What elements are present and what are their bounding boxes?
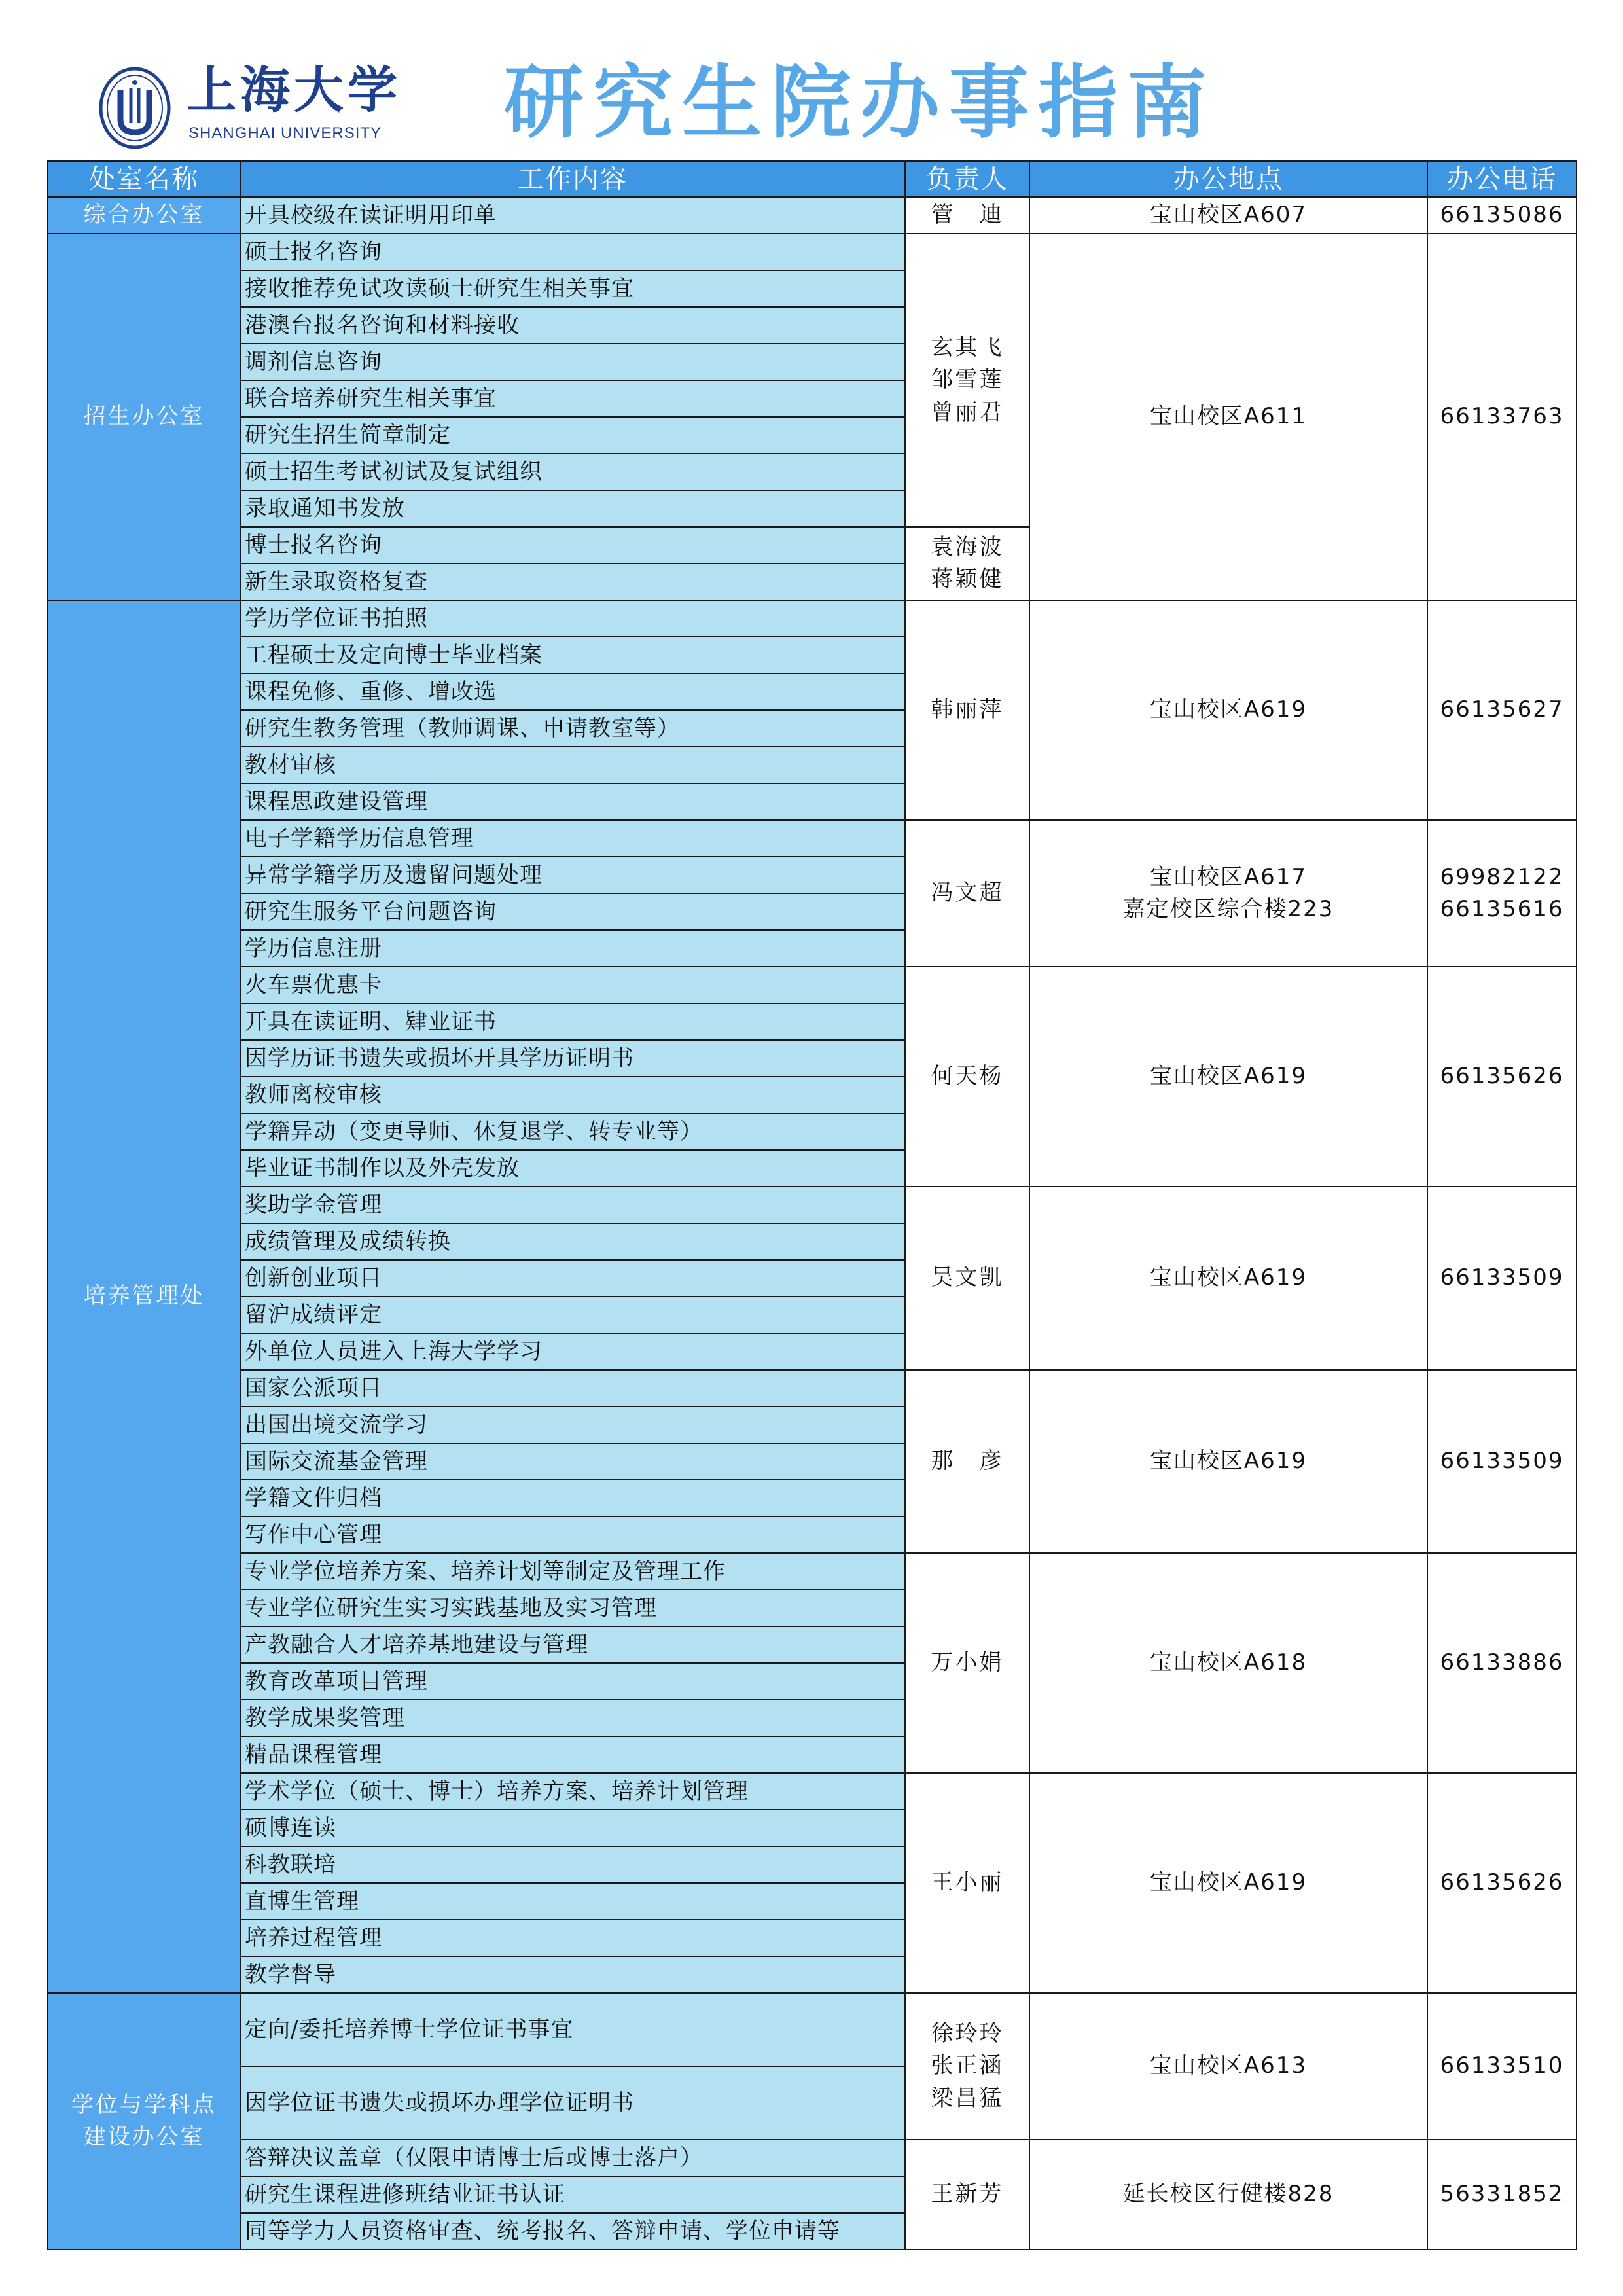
- responsible-person: 吴文凯: [905, 1187, 1029, 1370]
- responsible-person: 何天杨: [905, 967, 1029, 1187]
- office-location: 宝山校区A613: [1029, 1993, 1427, 2140]
- task-item: 硕士报名咨询: [240, 234, 905, 270]
- task-item: 创新创业项目: [240, 1260, 905, 1297]
- task-item: 精品课程管理: [240, 1736, 905, 1773]
- column-header-location: 办公地点: [1029, 161, 1427, 197]
- task-item: 留沪成绩评定: [240, 1297, 905, 1333]
- task-item: 硕博连读: [240, 1810, 905, 1846]
- task-item: 教材审核: [240, 747, 905, 783]
- task-item: 写作中心管理: [240, 1516, 905, 1553]
- task-item: 答辩决议盖章（仅限申请博士后或博士落户）: [240, 2140, 905, 2176]
- task-item: 火车票优惠卡: [240, 967, 905, 1003]
- task-item: 工程硕士及定向博士毕业档案: [240, 637, 905, 673]
- department-name: 综合办公室: [48, 197, 240, 234]
- task-item: 港澳台报名咨询和材料接收: [240, 307, 905, 344]
- task-item: 教学督导: [240, 1956, 905, 1993]
- task-item: 奖助学金管理: [240, 1187, 905, 1223]
- task-item: 研究生招生简章制定: [240, 417, 905, 454]
- office-location: 宝山校区A619: [1029, 1773, 1427, 1993]
- office-phone: 66135627: [1427, 600, 1577, 820]
- table-row: [48, 234, 1577, 270]
- task-item: 电子学籍学历信息管理: [240, 820, 905, 857]
- table-row: [48, 1187, 1577, 1223]
- task-item: 博士报名咨询: [240, 527, 905, 564]
- responsible-person: 冯文超: [905, 820, 1029, 967]
- task-item: 教育改革项目管理: [240, 1663, 905, 1700]
- task-item: 出国出境交流学习: [240, 1407, 905, 1443]
- task-item: 接收推荐免试攻读硕士研究生相关事宜: [240, 270, 905, 307]
- column-header-department: 处室名称: [48, 161, 240, 197]
- office-phone: 56331852: [1427, 2140, 1577, 2250]
- responsible-person: 管 迪: [905, 197, 1029, 234]
- column-header-work: 工作内容: [240, 161, 905, 197]
- office-phone: 66135626: [1427, 1773, 1577, 1993]
- office-location: 宝山校区A611: [1029, 234, 1427, 600]
- office-phone: 66133763: [1427, 234, 1577, 600]
- table-row: [48, 600, 1577, 637]
- task-item: 培养过程管理: [240, 1920, 905, 1956]
- task-item: 外单位人员进入上海大学学习: [240, 1333, 905, 1370]
- task-item: 课程免修、重修、增改选: [240, 673, 905, 710]
- task-item: 开具在读证明、肄业证书: [240, 1003, 905, 1040]
- office-phone: 69982122 66135616: [1427, 820, 1577, 967]
- task-item: 成绩管理及成绩转换: [240, 1223, 905, 1260]
- office-guide-table: [47, 160, 1577, 2250]
- table-row: [48, 1370, 1577, 1407]
- office-location: 宝山校区A619: [1029, 600, 1427, 820]
- university-name-cn: 上海大学: [187, 61, 401, 119]
- department-name: 培养管理处: [48, 600, 240, 1993]
- office-location: 宝山校区A619: [1029, 1187, 1427, 1370]
- task-item: 研究生服务平台问题咨询: [240, 893, 905, 930]
- department-name: 招生办公室: [48, 234, 240, 600]
- task-item: 产教融合人才培养基地建设与管理: [240, 1626, 905, 1663]
- responsible-person: 韩丽萍: [905, 600, 1029, 820]
- responsible-person: 徐玲玲 张正涵 梁昌猛: [905, 1993, 1029, 2140]
- task-item: 因学历证书遗失或损坏开具学历证明书: [240, 1040, 905, 1077]
- office-phone: 66133510: [1427, 1993, 1577, 2140]
- table-row: [48, 1773, 1577, 1810]
- table-row: [48, 1553, 1577, 1590]
- task-item: 学历信息注册: [240, 930, 905, 967]
- task-item: 专业学位培养方案、培养计划等制定及管理工作: [240, 1553, 905, 1590]
- page-title: 研究生院办事指南: [504, 55, 1216, 149]
- task-item: 研究生教务管理（教师调课、申请教室等）: [240, 710, 905, 747]
- task-item: 课程思政建设管理: [240, 783, 905, 820]
- table-row: [48, 1993, 1577, 2066]
- responsible-person: 王小丽: [905, 1773, 1029, 1993]
- task-item: 开具校级在读证明用印单: [240, 197, 905, 234]
- office-phone: 66135626: [1427, 967, 1577, 1187]
- task-item: 硕士招生考试初试及复试组织: [240, 454, 905, 490]
- task-item: 定向/委托培养博士学位证书事宜: [240, 1993, 905, 2066]
- department-name: 学位与学科点 建设办公室: [48, 1993, 240, 2250]
- office-phone: 66133886: [1427, 1553, 1577, 1773]
- task-item: 直博生管理: [240, 1883, 905, 1920]
- task-item: 异常学籍学历及遗留问题处理: [240, 857, 905, 893]
- office-location: 宝山校区A607: [1029, 197, 1427, 234]
- column-header-person: 负责人: [905, 161, 1029, 197]
- column-header-phone: 办公电话: [1427, 161, 1577, 197]
- office-location: 宝山校区A619: [1029, 967, 1427, 1187]
- responsible-person: 玄其飞 邹雪莲 曾丽君: [905, 234, 1029, 527]
- page-header: [0, 0, 1623, 160]
- university-name-en: SHANGHAI UNIVERSITY: [188, 124, 382, 142]
- table-row: [48, 2140, 1577, 2176]
- task-item: 科教联培: [240, 1846, 905, 1883]
- office-location: 宝山校区A617 嘉定校区综合楼223: [1029, 820, 1427, 967]
- office-phone: 66133509: [1427, 1370, 1577, 1553]
- task-item: 国家公派项目: [240, 1370, 905, 1407]
- task-item: 教师离校审核: [240, 1077, 905, 1113]
- task-item: 国际交流基金管理: [240, 1443, 905, 1480]
- task-item: 专业学位研究生实习实践基地及实习管理: [240, 1590, 905, 1626]
- responsible-person: 袁海波 蒋颖健: [905, 527, 1029, 600]
- task-item: 同等学力人员资格审查、统考报名、答辩申请、学位申请等: [240, 2213, 905, 2250]
- responsible-person: 王新芳: [905, 2140, 1029, 2250]
- task-item: 调剂信息咨询: [240, 344, 905, 380]
- office-phone: 66133509: [1427, 1187, 1577, 1370]
- task-item: 录取通知书发放: [240, 490, 905, 527]
- table-row: [48, 967, 1577, 1003]
- university-emblem-icon: [98, 65, 171, 151]
- office-phone: 66135086: [1427, 197, 1577, 234]
- task-item: 学籍异动（变更导师、休复退学、转专业等）: [240, 1113, 905, 1150]
- task-item: 毕业证书制作以及外壳发放: [240, 1150, 905, 1187]
- table-row: [48, 820, 1577, 857]
- task-item: 联合培养研究生相关事宜: [240, 380, 905, 417]
- office-location: 宝山校区A619: [1029, 1370, 1427, 1553]
- task-item: 研究生课程进修班结业证书认证: [240, 2176, 905, 2213]
- task-item: 新生录取资格复查: [240, 564, 905, 600]
- responsible-person: 那 彦: [905, 1370, 1029, 1553]
- table-header-row: [48, 161, 1577, 197]
- office-location: 延长校区行健楼828: [1029, 2140, 1427, 2250]
- table-row: [48, 197, 1577, 234]
- task-item: 学籍文件归档: [240, 1480, 905, 1516]
- task-item: 学术学位（硕士、博士）培养方案、培养计划管理: [240, 1773, 905, 1810]
- task-item: 教学成果奖管理: [240, 1700, 905, 1736]
- responsible-person: 万小娟: [905, 1553, 1029, 1773]
- office-location: 宝山校区A618: [1029, 1553, 1427, 1773]
- task-item: 因学位证书遗失或损坏办理学位证明书: [240, 2066, 905, 2140]
- task-item: 学历学位证书拍照: [240, 600, 905, 637]
